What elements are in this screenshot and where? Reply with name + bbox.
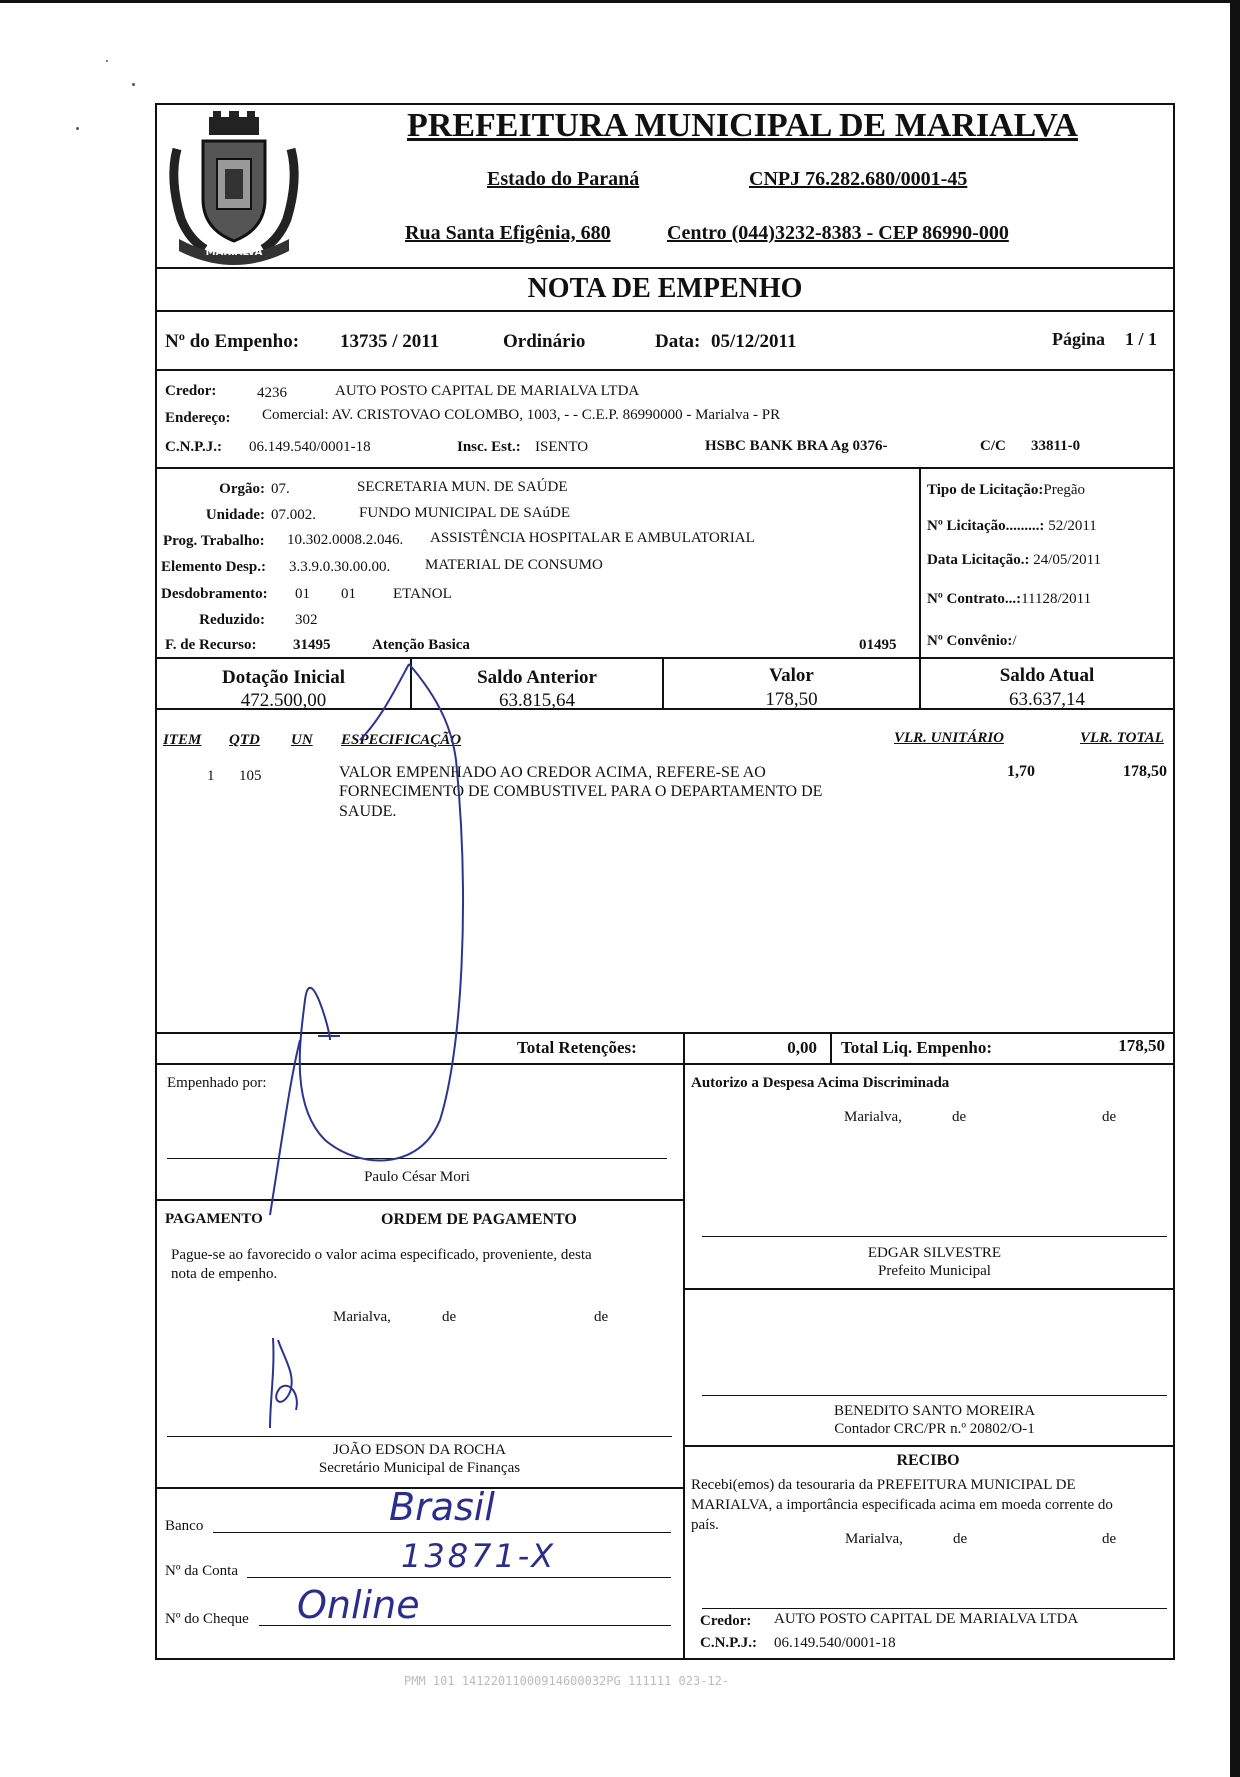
- item-number: 1: [207, 768, 215, 784]
- banco-label: Banco: [165, 1518, 204, 1534]
- reduzido-value: 302: [295, 612, 318, 628]
- licitacao-number: Nº Licitação.........: 52/2011: [927, 518, 1097, 534]
- col-qtd: QTD: [229, 732, 260, 748]
- credor-cnpj: 06.149.540/0001-18: [249, 439, 371, 455]
- valor-value: 178,50: [765, 689, 818, 710]
- empenho-number: 13735 / 2011: [340, 331, 440, 352]
- unidade-name: FUNDO MUNICIPAL DE SAúDE: [359, 505, 570, 521]
- item-qtd: 105: [239, 768, 262, 784]
- district-phone-cep: Centro (044)3232-8383 - CEP 86990-000: [667, 222, 1009, 244]
- conta-label: Nº da Conta: [165, 1563, 238, 1579]
- state-label: Estado do Paraná: [487, 168, 640, 190]
- banco-handwritten: Brasil: [389, 1485, 495, 1529]
- cc-label: C/C: [980, 438, 1006, 454]
- empenho-date-label: Data:: [655, 331, 701, 352]
- cheque-label: Nº do Cheque: [165, 1611, 249, 1627]
- prog-label: Prog. Trabalho:: [163, 533, 265, 549]
- recibo-cnpj-label: C.N.P.J.:: [700, 1635, 757, 1651]
- reduzido-label: Reduzido:: [199, 612, 265, 628]
- item-spec-line-1: VALOR EMPENHADO AO CREDOR ACIMA, REFERE-SE AO: [339, 764, 766, 781]
- elem-label: Elemento Desp.:: [161, 559, 266, 575]
- desd-a: 01: [295, 586, 310, 602]
- orgao-name: SECRETARIA MUN. DE SAÚDE: [357, 479, 568, 495]
- recurso-code: 31495: [293, 637, 331, 653]
- credor-name: AUTO POSTO CAPITAL DE MARIALVA LTDA: [335, 383, 640, 399]
- unidade-label: Unidade:: [205, 507, 265, 523]
- secretary-name: JOÃO EDSON DA ROCHA: [333, 1442, 506, 1458]
- dotacao-value: 472.500,00: [240, 690, 327, 711]
- empenho-number-label: Nº do Empenho:: [165, 331, 300, 352]
- recurso-right: 01495: [859, 637, 897, 653]
- empenhado-label: Empenhado por:: [167, 1075, 267, 1091]
- recibo-de-1: de: [953, 1531, 968, 1547]
- cheque-handwritten: Online: [297, 1583, 420, 1627]
- total-liquido-value: 178,50: [1118, 1036, 1165, 1055]
- recibo-text-line-3: país.: [691, 1517, 719, 1533]
- item-unit-value: 1,70: [1007, 763, 1035, 780]
- address-label: Rua Santa Efigênia, 680: [405, 222, 611, 244]
- saldo-atual-value: 63.637,14: [1009, 689, 1085, 710]
- col-vlr-unitario: VLR. UNITÁRIO: [894, 730, 1005, 746]
- elem-code: 3.3.9.0.30.00.00.: [289, 559, 391, 575]
- pagamento-de-1: de: [442, 1309, 457, 1325]
- col-item: ITEM: [163, 732, 202, 748]
- item-spec-line-2: FORNECIMENTO DE COMBUSTIVEL PARA O DEPARTAMENTO DE: [339, 783, 823, 800]
- pagamento-de-2: de: [594, 1309, 609, 1325]
- recibo-city: Marialva,: [845, 1531, 903, 1547]
- recibo-text-line-1: Recebi(emos) da tesouraria da PREFEITURA MUNICIPAL DE: [691, 1477, 1076, 1493]
- valor-label: Valor: [769, 665, 814, 686]
- desd-label: Desdobramento:: [161, 586, 268, 602]
- credor-label: Credor:: [165, 383, 217, 399]
- empenho-type: Ordinário: [503, 331, 586, 352]
- scan-footer-stamp: PMM 101 14122011000914600032PG 111111 023-12-: [404, 1674, 730, 1688]
- elem-name: MATERIAL DE CONSUMO: [425, 557, 603, 573]
- prog-code: 10.302.0008.2.046.: [287, 532, 404, 548]
- recurso-name: Atenção Basica: [372, 637, 470, 653]
- item-spec-line-3: SAUDE.: [339, 803, 397, 820]
- ordem-pagamento-title: ORDEM DE PAGAMENTO: [381, 1211, 577, 1228]
- empenhado-name: Paulo César Mori: [364, 1169, 470, 1185]
- cnpj-label: CNPJ 76.282.680/0001-45: [749, 168, 968, 190]
- recibo-credor-label: Credor:: [700, 1613, 752, 1629]
- recibo-title: RECIBO: [896, 1452, 960, 1469]
- saldo-anterior-label: Saldo Anterior: [477, 667, 597, 688]
- bank-info: HSBC BANK BRA Ag 0376-: [705, 438, 888, 454]
- cc-value: 33811-0: [1031, 438, 1081, 454]
- convenio-number: Nº Convênio:/: [927, 633, 1017, 649]
- contrato-number: Nº Contrato...:11128/2011: [927, 591, 1092, 607]
- desd-b: 01: [341, 586, 356, 602]
- recibo-cnpj: 06.149.540/0001-18: [774, 1635, 896, 1651]
- secretary-title: Secretário Municipal de Finanças: [318, 1460, 521, 1476]
- retencoes-label: Total Retenções:: [517, 1038, 637, 1057]
- col-un: UN: [291, 732, 313, 748]
- page-number: 1 / 1: [1125, 329, 1158, 349]
- address-field-label: Endereço:: [165, 410, 231, 426]
- document-title: NOTA DE EMPENHO: [527, 273, 803, 304]
- pagamento-city: Marialva,: [333, 1309, 391, 1325]
- autorizo-city: Marialva,: [844, 1109, 902, 1125]
- desd-name: ETANOL: [393, 586, 452, 602]
- conta-handwritten: 13871-X: [401, 1537, 557, 1575]
- seal-text: MARIALVA: [205, 247, 263, 258]
- empenho-date: 05/12/2011: [711, 331, 797, 352]
- licitacao-date: Data Licitação.: 24/05/2011: [927, 552, 1102, 568]
- col-especificacao: ESPECIFICAÇÃO: [341, 732, 462, 748]
- autorizo-label: Autorizo a Despesa Acima Discriminada: [691, 1075, 950, 1091]
- autorizo-de-2: de: [1102, 1109, 1117, 1125]
- unidade-code: 07.002.: [271, 507, 316, 523]
- pagamento-label: PAGAMENTO: [165, 1211, 263, 1227]
- recibo-credor-name: AUTO POSTO CAPITAL DE MARIALVA LTDA: [774, 1611, 1079, 1627]
- orgao-code: 07.: [271, 481, 290, 497]
- page-label: Página: [1052, 329, 1106, 349]
- prog-name: ASSISTÊNCIA HOSPITALAR E AMBULATORIAL: [430, 530, 755, 546]
- accountant-name: BENEDITO SANTO MOREIRA: [833, 1403, 1036, 1419]
- saldo-anterior-value: 63.815,64: [499, 690, 575, 711]
- credor-code: 4236: [257, 385, 287, 401]
- insc-label: Insc. Est.:: [457, 439, 521, 455]
- credor-address: Comercial: AV. CRISTOVAO COLOMBO, 1003, - - C.E.P. 86990000 - Marialva - PR: [262, 407, 781, 423]
- cnpj-field-label: C.N.P.J.:: [165, 439, 222, 455]
- autorizo-de-1: de: [952, 1109, 967, 1125]
- col-vlr-total: VLR. TOTAL: [1080, 730, 1164, 746]
- licitacao-type: Tipo de Licitação:Pregão: [927, 482, 1086, 498]
- insc-value: ISENTO: [535, 439, 589, 455]
- pagamento-text-line-1: Pague-se ao favorecido o valor acima especificado, proveniente, desta: [171, 1247, 592, 1263]
- mayor-name: EDGAR SILVESTRE: [867, 1245, 1002, 1261]
- recurso-label: F. de Recurso:: [165, 637, 257, 653]
- item-total-value: 178,50: [1123, 763, 1167, 780]
- recibo-text-line-2: MARIALVA, a importância especificada acima em moeda corrente do: [691, 1497, 1113, 1513]
- recibo-de-2: de: [1102, 1531, 1117, 1547]
- accountant-title: Contador CRC/PR n.º 20802/O-1: [834, 1421, 1035, 1437]
- dotacao-label: Dotação Inicial: [222, 667, 345, 688]
- pagamento-text-line-2: nota de empenho.: [171, 1266, 278, 1282]
- orgao-label: Orgão:: [219, 481, 265, 497]
- saldo-atual-label: Saldo Atual: [999, 665, 1095, 686]
- mayor-title: Prefeito Municipal: [878, 1263, 991, 1279]
- total-liquido-label: Total Liq. Empenho:: [841, 1038, 992, 1057]
- page-title: PREFEITURA MUNICIPAL DE MARIALVA: [407, 107, 1078, 144]
- retencoes-value: 0,00: [787, 1038, 817, 1057]
